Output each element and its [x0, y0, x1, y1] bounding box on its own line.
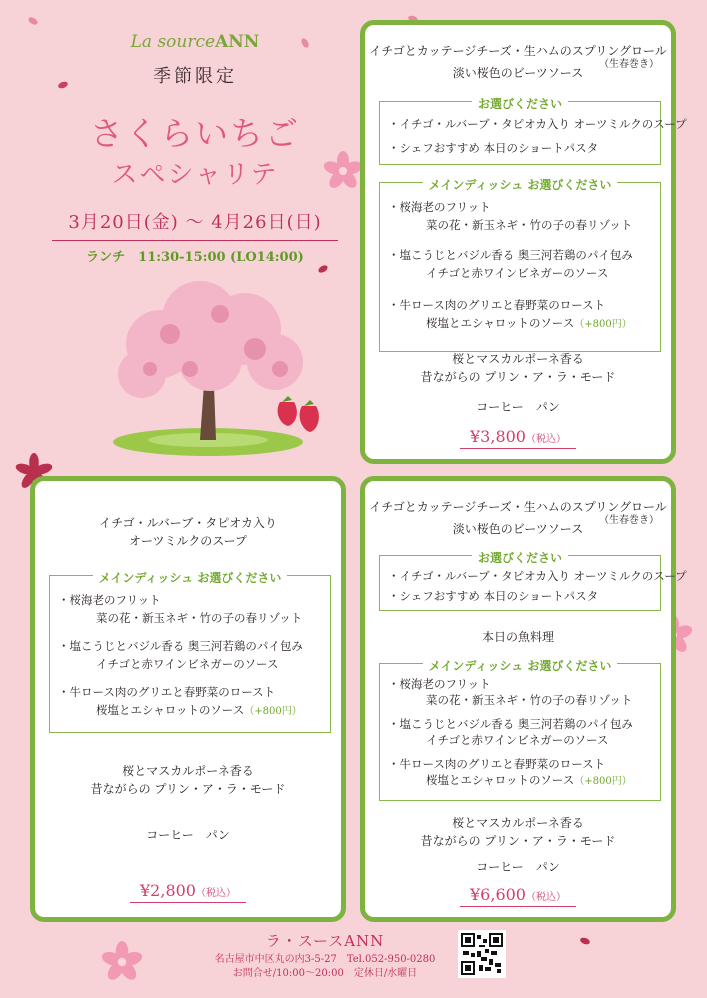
main-item: ・牛ロース肉のグリエと春野菜のロースト [58, 685, 276, 699]
main-dish-box [49, 571, 331, 733]
lunch-hours: ランチ 11:30-15:00 (LO14:00) [86, 250, 304, 265]
dessert-line-2: 昔ながらの プリン・ア・ラ・モード [420, 370, 616, 384]
page-title: さくらいちご [90, 114, 300, 153]
dessert-line-1: 桜とマスカルポーネ香る [452, 816, 584, 830]
main-item-detail: 菜の花・新玉ネギ・竹の子の春リゾット [426, 218, 633, 232]
starter-line-1: イチゴとカッテージチーズ・生ハムのスプリングロール [369, 44, 667, 58]
soup-line-1: イチゴ・ルバーブ・タピオカ入り [99, 516, 277, 530]
brand-logo [120, 32, 270, 52]
choice-item: ・シェフおすすめ 本日のショートパスタ [388, 141, 599, 155]
fish-course: 本日の魚料理 [481, 630, 554, 644]
main-item-detail: 菜の花・新玉ネギ・竹の子の春リゾット [426, 693, 633, 707]
starter-line-2: 淡い桜色のビーツソース [452, 66, 584, 80]
choice-box-title: お選びください [472, 97, 568, 111]
petal-decoration [27, 16, 39, 26]
extra-charge: （+800円） [244, 706, 302, 717]
course-price [365, 427, 671, 446]
starter-note: （生春巻き） [599, 59, 659, 70]
extra-charge: （+800円） [574, 776, 632, 787]
course-card-3800 [360, 20, 687, 464]
date-range: 3月20日(金) 〜 4月26日(日) [52, 208, 338, 241]
price-value: ¥6,600 [470, 885, 526, 904]
dessert-line-2: 昔ながらの プリン・ア・ラ・モード [420, 834, 616, 848]
shop-address-block [190, 953, 460, 981]
seasonal-label: 季節限定 [153, 66, 237, 87]
petal-decoration [57, 80, 68, 89]
choice-box-title: お選びください [472, 551, 568, 565]
main-item-detail: イチゴと赤ワインビネガーのソース [426, 266, 609, 280]
shop-hours: お問合せ/10:00〜20:00 定休日/水曜日 [232, 968, 418, 979]
main-item-detail: 桜塩とエシャロットのソース [426, 773, 575, 787]
logo-bold: ANN [215, 32, 260, 52]
main-item: ・牛ロース肉のグリエと春野菜のロースト [388, 757, 606, 771]
main-item-detail: イチゴと赤ワインビネガーのソース [96, 657, 279, 671]
starter-line-1: イチゴとカッテージチーズ・生ハムのスプリングロール [369, 500, 667, 514]
drink-bread: コーヒー パン [476, 860, 560, 874]
starter-note: （生春巻き） [599, 515, 659, 526]
course-card-2800 [30, 476, 346, 922]
course-price [35, 881, 341, 900]
course-card-6600 [360, 476, 687, 922]
petal-decoration [317, 264, 329, 274]
main-item-detail: 菜の花・新玉ネギ・竹の子の春リゾット [96, 611, 303, 625]
main-item: ・桜海老のフリット [58, 593, 161, 607]
logo-script: La source [130, 32, 216, 52]
drink-bread: コーヒー パン [476, 400, 560, 414]
choice-item: ・シェフおすすめ 本日のショートパスタ [388, 589, 599, 603]
main-item: ・塩こうじとバジル香る 奥三河若鶏のパイ包み [58, 639, 303, 653]
choice-item: ・イチゴ・ルバーブ・タピオカ入り オーツミルクのスープ [388, 117, 687, 131]
tax-label: （税込） [525, 892, 566, 903]
qr-code-icon [461, 933, 503, 975]
starter-line-2: 淡い桜色のビーツソース [452, 522, 584, 536]
price-value: ¥3,800 [470, 427, 526, 446]
page-subtitle: スペシャリテ [111, 160, 279, 190]
main-item: ・桜海老のフリット [388, 200, 491, 214]
qr-code[interactable] [458, 930, 506, 978]
main-item: ・塩こうじとバジル香る 奥三河若鶏のパイ包み [388, 717, 633, 731]
shop-name: ラ・スースANN [265, 932, 385, 950]
extra-charge: （+800円） [574, 319, 632, 330]
main-item: ・桜海老のフリット [388, 677, 491, 691]
main-dish-title: メインディッシュ お選びください [423, 659, 618, 673]
choice-box [379, 551, 687, 611]
main-item-detail: イチゴと赤ワインビネガーのソース [426, 733, 609, 747]
main-item: ・塩こうじとバジル香る 奥三河若鶏のパイ包み [388, 248, 633, 262]
petal-decoration [300, 37, 310, 49]
choice-box [379, 97, 687, 165]
tax-label: （税込） [195, 888, 236, 899]
dessert-line-2: 昔ながらの プリン・ア・ラ・モード [90, 782, 286, 796]
main-dish-box [379, 659, 661, 801]
main-dish-title: メインディッシュ お選びください [423, 178, 618, 192]
main-item-detail: 桜塩とエシャロットのソース [96, 703, 245, 717]
choice-item: ・イチゴ・ルバーブ・タピオカ入り オーツミルクのスープ [388, 569, 687, 583]
cherry-blossom-tree-illustration [90, 274, 340, 459]
course-price [365, 885, 671, 904]
drink-bread: コーヒー パン [146, 828, 230, 842]
sakura-flower-icon [100, 940, 144, 984]
dessert-line-1: 桜とマスカルポーネ香る [452, 352, 584, 366]
soup-line-2: オーツミルクのスープ [128, 534, 248, 548]
tax-label: （税込） [525, 434, 566, 445]
main-item: ・牛ロース肉のグリエと春野菜のロースト [388, 298, 606, 312]
petal-decoration [579, 936, 590, 945]
dessert-line-1: 桜とマスカルポーネ香る [122, 764, 254, 778]
price-value: ¥2,800 [140, 881, 196, 900]
main-dish-title: メインディッシュ お選びください [93, 571, 288, 585]
main-item-detail: 桜塩とエシャロットのソース [426, 316, 575, 330]
main-dish-box [379, 178, 661, 352]
shop-address: 名古屋市中区丸の内3-5-27 Tel.052-950-0280 [214, 954, 436, 965]
